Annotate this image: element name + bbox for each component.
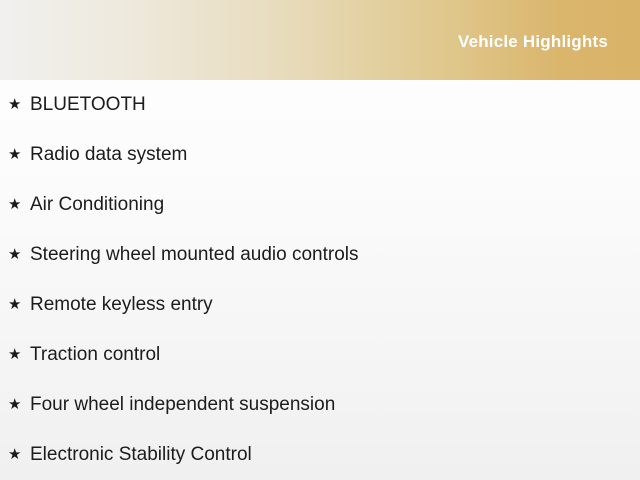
star-icon: ★ [8,95,22,113]
feature-item [0,80,640,130]
feature-item [0,130,640,180]
feature-item [0,330,640,380]
feature-label: BLUETOOTH [30,94,146,115]
feature-item [0,230,640,280]
header-banner [0,0,640,80]
feature-list [0,80,640,480]
star-icon: ★ [8,145,22,163]
star-icon: ★ [8,445,22,463]
feature-label: Traction control [30,344,161,365]
star-icon: ★ [8,245,22,263]
page-title: Vehicle Highlights [457,32,608,51]
feature-label: Four wheel independent suspension [30,394,336,415]
star-icon: ★ [8,395,22,413]
feature-item [0,380,640,430]
feature-label: Remote keyless entry [30,294,213,315]
feature-item [0,180,640,230]
feature-label: Steering wheel mounted audio controls [30,244,359,265]
feature-item [0,430,640,480]
feature-label: Air Conditioning [30,194,165,215]
star-icon: ★ [8,295,22,313]
feature-item [0,280,640,330]
feature-label: Radio data system [30,144,188,165]
star-icon: ★ [8,345,22,363]
feature-label: Electronic Stability Control [30,444,252,465]
star-icon: ★ [8,195,22,213]
